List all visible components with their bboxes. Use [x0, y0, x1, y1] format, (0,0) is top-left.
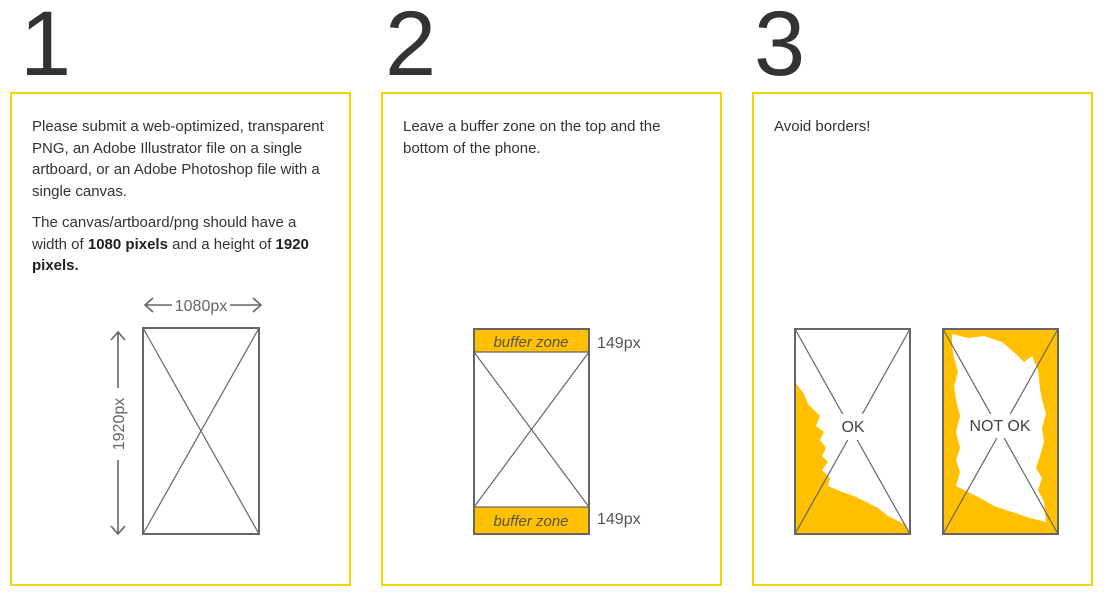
step-card-3	[752, 92, 1093, 586]
bottom-buffer-zone-label: buffer zone	[493, 513, 569, 530]
step-1-dims-middle: and a height of	[167, 235, 276, 253]
ok-label: OK	[841, 419, 865, 436]
step-number-1: 1	[20, 0, 72, 95]
height-label: 1920px	[111, 397, 128, 451]
step-2-paragraph: Leave a buffer zone on the top and the bottom of the phone.	[403, 118, 661, 157]
step-card-1	[10, 92, 351, 586]
ok-fill-shape	[795, 382, 910, 534]
width-label: 1080px	[174, 298, 228, 315]
bottom-buffer-px-label: 149px	[597, 511, 641, 528]
step-3-border-diagram	[754, 94, 1095, 588]
step-1-height-value: 1920 pixels.	[32, 235, 309, 274]
step-2-buffer-diagram	[383, 94, 724, 588]
top-buffer-zone-label: buffer zone	[493, 334, 569, 351]
step-1-dims-prefix: The canvas/artboard/png should have a width of	[32, 214, 297, 253]
top-buffer-px-label: 149px	[597, 335, 641, 352]
step-1-paragraph-1: Please submit a web-optimized, transparent PNG, an Adobe Illustrator file on a single artboard, or an Adobe Photoshop file with a single canvas.	[32, 118, 324, 200]
step-1-width-value: 1080 pixels	[87, 235, 168, 253]
phone-placeholder	[143, 328, 259, 534]
step-1-dimension-diagram	[12, 94, 353, 588]
ok-example	[795, 329, 910, 534]
step-number-3: 3	[754, 0, 806, 95]
step-number-2: 2	[385, 0, 437, 95]
phone-placeholder	[474, 329, 589, 534]
not-ok-label: NOT OK	[969, 418, 1031, 435]
step-3-paragraph: Avoid borders!	[774, 118, 871, 135]
not-ok-example	[943, 329, 1058, 534]
step-card-2	[381, 92, 722, 586]
